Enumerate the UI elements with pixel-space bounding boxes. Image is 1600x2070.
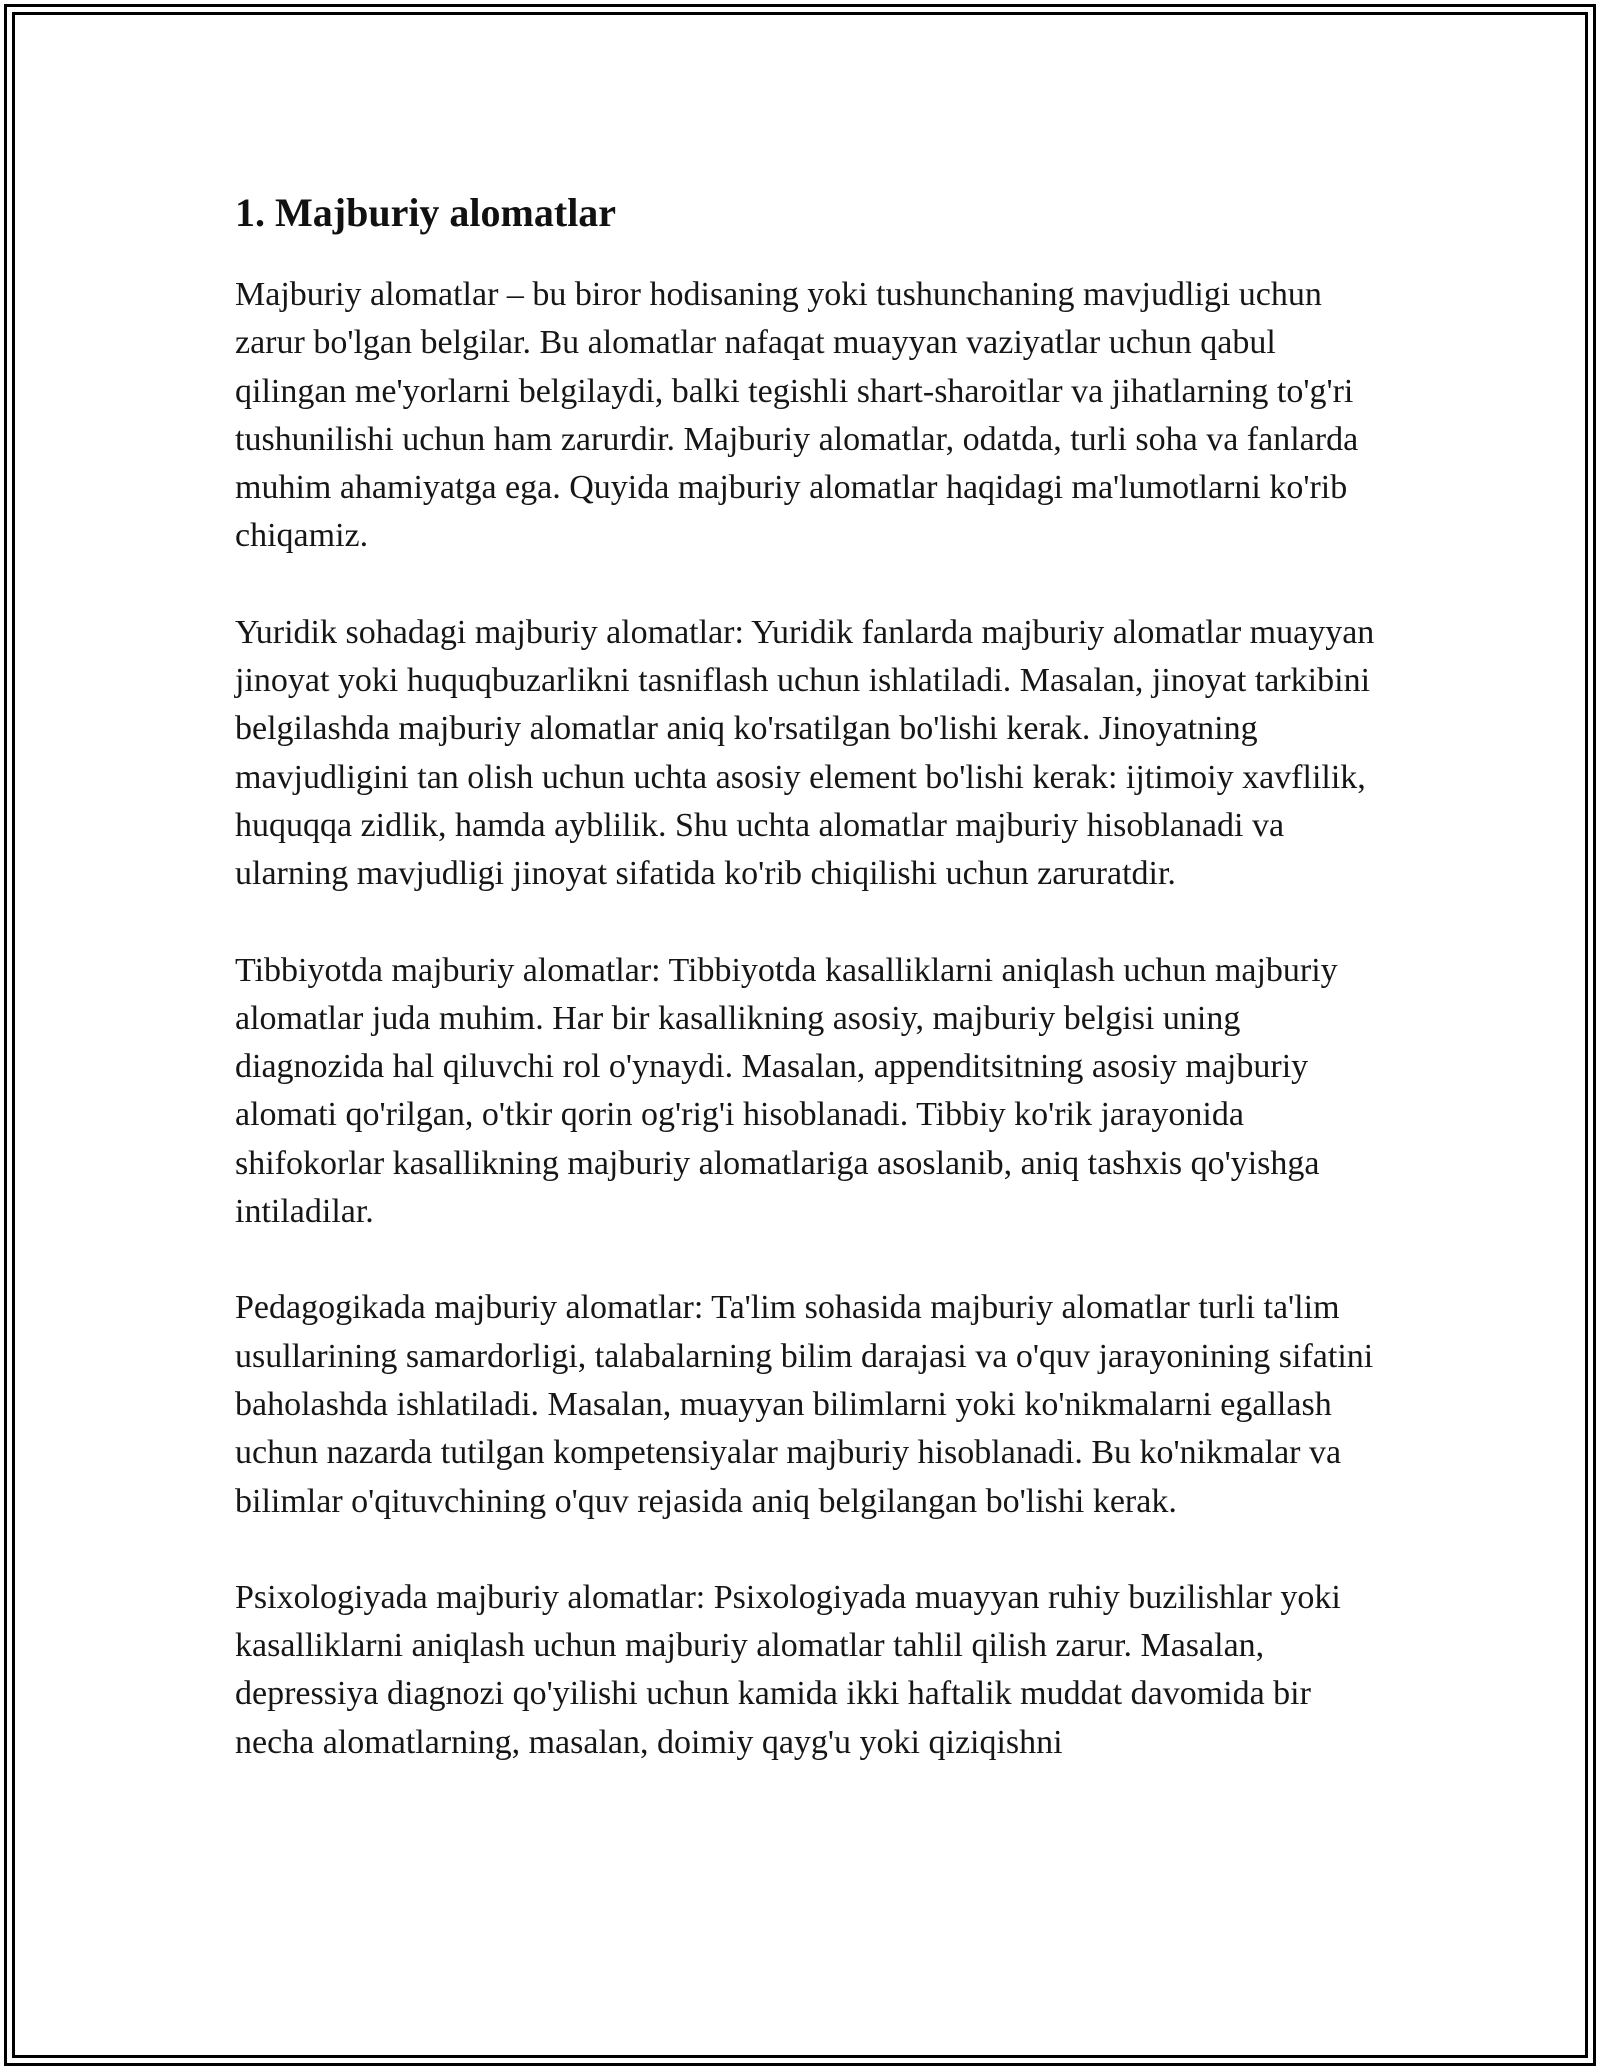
paragraph-medicine: Tibbiyotda majburiy alomatlar: Tibbiyotda kasalliklarni aniqlash uchun majburiy alomatlar juda muhim. Har bir kasallikning asosiy, majburiy belgisi uning diagnozida hal qiluvchi rol o'ynaydi. Masalan, appenditsitning asosiy majburiy alomati qo'rilgan, o'tkir qorin og'rig'i hisoblanadi. Tibbiy ko'rik jarayonida shifokorlar kasallikning majburiy alomatlariga asoslanib, aniq tashxis qo'yishga intiladilar. (235, 951, 1338, 1231)
document-body (235, 185, 1380, 1815)
paragraph-pedagogy: Pedagogikada majburiy alomatlar: Ta'lim sohasida majburiy alomatlar turli ta'lim usullarining samardorligi, talabalarning bilim darajasi va o'quv jarayonining sifatini baholashda ishlatiladi. Masalan, muayyan bilimlarni yoki ko'nikmalarni egallash uchun nazarda tutilgan kompetensiyalar majburiy hisoblanadi. Bu ko'nikmalar va bilimlar o'qituvchining o'quv rejasida aniq belgilangan bo'lishi kerak. (235, 1289, 1374, 1520)
paragraph-legal: Yuridik sohadagi majburiy alomatlar: Yuridik fanlarda majburiy alomatlar muayyan jinoyat yoki huquqbuzarlikni tasniflash uchun ishlatiladi. Masalan, jinoyat tarkibini belgilashda majburiy alomatlar aniq ko'rsatilgan bo'lishi kerak. Jinoyatning mavjudligini tan olish uchun uchta asosiy element bo'lishi kerak: ijtimoiy xavflilik, huquqqa zidlik, hamda ayblilik. Shu uchta alomatlar majburiy hisoblanadi va ularning mavjudligi jinoyat sifatida ko'rib chiqilishi uchun zaruratdir. (235, 613, 1375, 893)
paragraph-intro: Majburiy alomatlar – bu biror hodisaning yoki tushunchaning mavjudligi uchun zarur bo'lgan belgilar. Bu alomatlar nafaqat muayyan vaziyatlar uchun qabul qilingan me'yorlarni belgilaydi, balki tegishli shart-sharoitlar va jihatlarning to'g'ri tushunilishi uchun ham zarurdir. Majburiy alomatlar, odatda, turli soha va fanlarda muhim ahamiyatga ega. Quyida majburiy alomatlar haqidagi ma'lumotlarni ko'rib chiqamiz. (235, 276, 1359, 555)
section-heading: 1. Majburiy alomatlar (235, 190, 617, 235)
paragraph-psychology: Psixologiyada majburiy alomatlar: Psixologiyada muayyan ruhiy buzilishlar yoki kasalliklarni aniqlash uchun majburiy alomatlar tahlil qilish zarur. Masalan, depressiya diagnozi qo'yilishi uchun kamida ikki haftalik muddat davomida bir necha alomatlarning, masalan, doimiy qayg'u yoki qiziqishni (235, 1578, 1341, 1761)
